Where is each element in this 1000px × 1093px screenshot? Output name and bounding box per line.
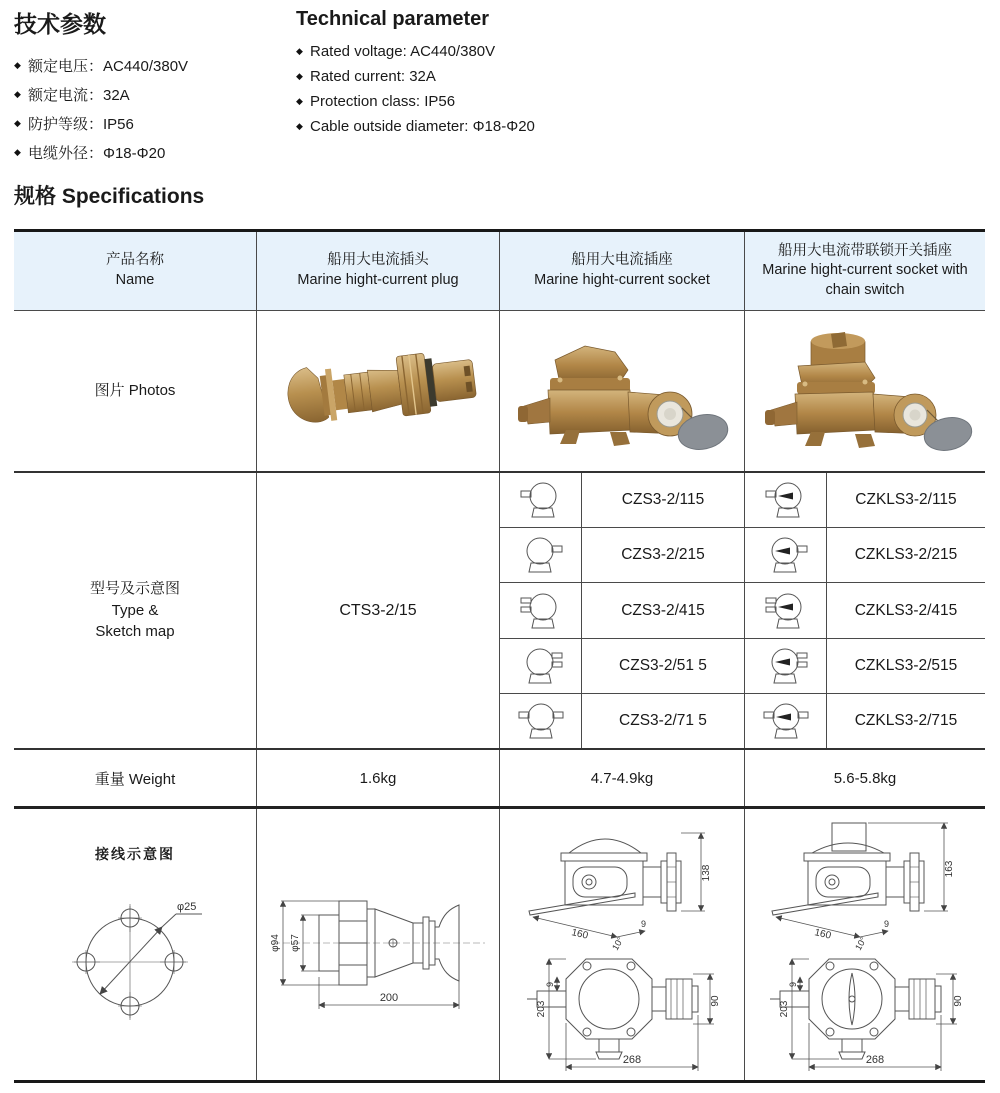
model-number: CZKLS3-2/115	[855, 491, 957, 509]
weight-row	[14, 748, 985, 806]
diamond-bullet-icon	[14, 61, 28, 70]
list-item	[14, 142, 188, 163]
header-en: Marine hight-current socket with chain switch	[762, 262, 968, 298]
socket-sketch-icon	[500, 694, 582, 748]
type-label-en: Type &	[111, 601, 159, 619]
switch-socket-dimension-drawing	[748, 813, 983, 1077]
switch-dim-offset: 9	[883, 918, 889, 929]
header-socket	[500, 232, 745, 310]
tech-params-cn-title: 技术参数	[14, 11, 106, 37]
socket-dimension-drawing	[505, 813, 740, 1077]
table-row	[745, 528, 985, 583]
plug-dim-length: 200	[379, 991, 399, 1004]
param-text: Rated voltage: AC440/380V	[310, 43, 496, 60]
tech-params-en-title: Technical parameter	[296, 8, 490, 30]
header-cn: 船用大电流带联锁开关插座	[778, 242, 952, 259]
switch-dim-side-height: 90	[952, 994, 964, 1007]
switch-socket-drawing-cell	[745, 809, 985, 1080]
plug-dim-outer: φ94	[270, 933, 281, 952]
switch-dim-angle: 10°	[852, 934, 869, 952]
plug-photo	[272, 325, 484, 457]
tech-params-cn-list	[14, 55, 188, 163]
table-row	[745, 639, 985, 694]
table-row	[500, 473, 744, 528]
socket-dim-height: 138	[700, 864, 712, 881]
list-item	[296, 93, 535, 110]
table-row	[745, 694, 985, 748]
socket-dim-front-height: 203	[535, 1000, 547, 1017]
switch-socket-models-subtable	[745, 473, 985, 748]
table-row	[500, 583, 744, 638]
switch-socket-photo-cell	[745, 311, 985, 471]
socket-sketch-icon	[500, 583, 582, 637]
tech-params-en	[296, 8, 535, 143]
socket-models-subtable	[500, 473, 745, 748]
switch-socket-sketch-icon	[745, 528, 827, 582]
switch-socket-sketch-icon	[745, 694, 827, 748]
switch-dim-front-offset: 9	[787, 981, 798, 987]
socket-dim-side-height: 90	[709, 994, 721, 1007]
model-number: CZS3-2/215	[621, 546, 705, 564]
plug-model-cell: CTS3-2/15	[257, 473, 500, 748]
model-number: CZS3-2/415	[621, 601, 705, 619]
table-row	[745, 583, 985, 638]
param-text: 额定电压：AC440/380V	[28, 58, 189, 75]
model-number: CZKLS3-2/415	[854, 601, 958, 619]
model-number: CZS3-2/51 5	[619, 656, 707, 674]
header-cn: 船用大电流插头	[327, 252, 429, 269]
list-item	[14, 55, 188, 76]
plug-dim-inner: φ57	[290, 933, 301, 952]
diamond-bullet-icon	[296, 47, 310, 56]
switch-socket-sketch-icon	[745, 639, 827, 693]
list-item	[296, 43, 535, 60]
switch-dim-front-width: 268	[865, 1053, 884, 1066]
diamond-bullet-icon	[296, 122, 310, 131]
param-text: 电缆外径：Φ18-Φ20	[28, 145, 166, 162]
diamond-bullet-icon	[14, 148, 28, 157]
table-header-row	[14, 232, 985, 310]
socket-dim-front-offset: 9	[544, 981, 555, 987]
photos-row	[14, 310, 985, 471]
param-text: Cable outside diameter: Φ18-Φ20	[310, 118, 535, 135]
socket-dim-width: 160	[569, 926, 589, 942]
plug-photo-cell	[257, 311, 500, 471]
plug-drawing-cell	[257, 809, 500, 1080]
header-en: Name	[115, 272, 155, 288]
socket-dim-angle: 10°	[609, 934, 626, 952]
socket-sketch-icon	[500, 473, 582, 527]
socket-dim-front-width: 268	[622, 1053, 641, 1066]
plug-dimension-drawing	[263, 865, 493, 1025]
diamond-bullet-icon	[14, 90, 28, 99]
socket-sketch-icon	[500, 528, 582, 582]
header-cn: 产品名称	[106, 252, 164, 269]
photos-row-label: 图片 Photos	[14, 311, 257, 471]
list-item	[296, 118, 535, 135]
param-text: Rated current: 32A	[310, 68, 436, 85]
list-item	[14, 84, 188, 105]
header-plug	[257, 232, 500, 310]
wiring-diagram-label: 接线示意图	[95, 845, 175, 862]
diamond-bullet-icon	[296, 72, 310, 81]
type-label-cn: 型号及示意图	[89, 579, 180, 597]
type-row-label	[14, 473, 257, 748]
header-en: Marine hight-current plug	[297, 272, 459, 288]
specifications-heading: 规格 Specifications	[14, 185, 205, 208]
socket-photo	[510, 322, 735, 460]
switch-socket-sketch-icon	[745, 473, 827, 527]
weight-value: 1.6kg	[257, 750, 500, 806]
switch-dim-front-height: 203	[778, 1000, 790, 1017]
type-row	[14, 471, 985, 748]
diamond-bullet-icon	[14, 119, 28, 128]
flange-dim-label: φ25	[177, 900, 197, 913]
weight-value: 5.6-5.8kg	[833, 769, 897, 787]
param-text: 防护等级：IP56	[28, 116, 134, 133]
tech-params-cn	[14, 6, 188, 171]
weight-value: 4.7-4.9kg	[500, 750, 745, 806]
socket-photo-cell	[500, 311, 745, 471]
model-number: CZS3-2/71 5	[619, 711, 707, 729]
switch-socket-sketch-icon	[745, 583, 827, 637]
header-name	[14, 232, 257, 310]
socket-dim-offset: 9	[640, 918, 646, 929]
table-row	[500, 694, 744, 748]
table-row	[500, 639, 744, 694]
header-en: Marine hight-current socket	[534, 272, 710, 288]
specifications-table	[14, 229, 985, 1083]
switch-dim-height: 163	[943, 860, 955, 877]
diagram-row	[14, 806, 985, 1080]
weight-row-label: 重量 Weight	[14, 750, 257, 806]
flange-diagram	[50, 866, 220, 1046]
param-text: 额定电流：32A	[28, 87, 130, 104]
list-item	[296, 68, 535, 85]
table-row	[500, 528, 744, 583]
model-number: CZKLS3-2/515	[854, 656, 958, 674]
socket-sketch-icon	[500, 639, 582, 693]
model-number: CZKLS3-2/215	[854, 546, 958, 564]
tech-params-en-list	[296, 43, 535, 135]
param-text: Protection class: IP56	[310, 93, 456, 110]
type-label-en: Sketch map	[95, 623, 175, 641]
list-item	[14, 113, 188, 134]
diamond-bullet-icon	[296, 97, 310, 106]
header-switch-socket	[745, 232, 985, 310]
model-number: CZS3-2/115	[621, 491, 705, 509]
table-row	[745, 473, 985, 528]
switch-socket-photo	[753, 322, 978, 460]
model-number: CZKLS3-2/715	[854, 711, 958, 729]
header-cn: 船用大电流插座	[571, 252, 673, 269]
wiring-diagram-cell	[14, 809, 257, 1080]
socket-drawing-cell	[500, 809, 745, 1080]
switch-dim-width: 160	[812, 926, 832, 942]
